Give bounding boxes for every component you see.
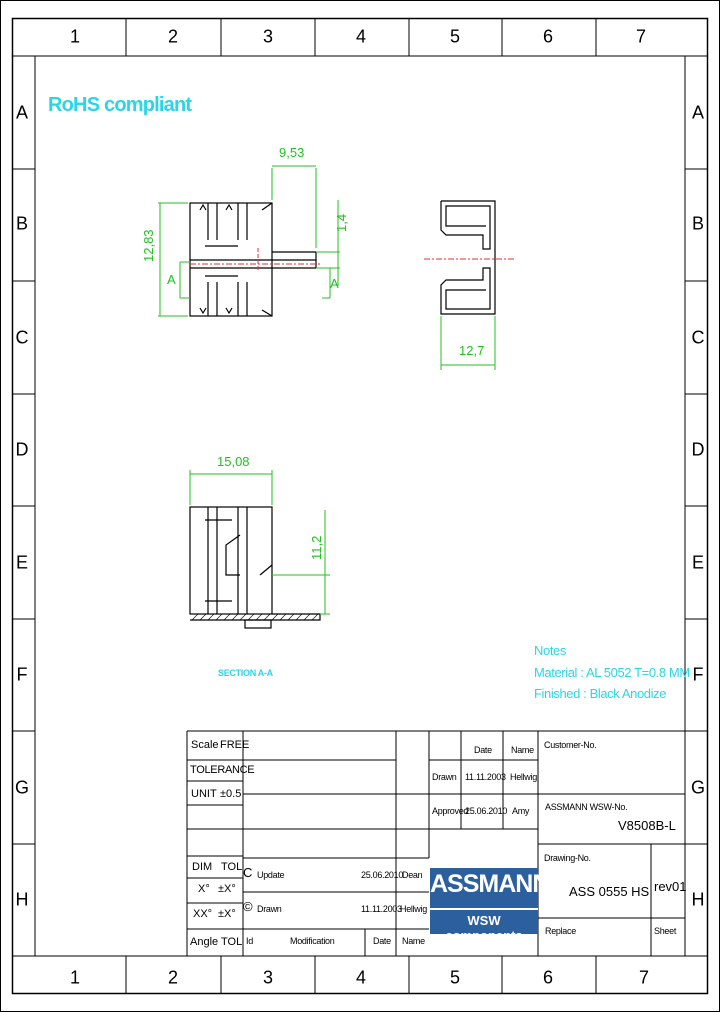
rev-0-text: Drawn: [257, 904, 282, 914]
row-label: H: [691, 889, 705, 910]
name-header: Name: [511, 745, 534, 755]
unit-label: UNIT: [191, 788, 217, 800]
notes-finish: Finished : Black Anodize: [534, 686, 667, 701]
row-label: G: [690, 777, 706, 798]
row-label: B: [15, 213, 29, 234]
rev-c-text: Update: [257, 870, 285, 880]
scale-label: Scale: [191, 739, 219, 751]
x2-value: ±X°: [218, 908, 236, 920]
notes-material: Material : AL 5052 T=0.8 MM: [534, 665, 690, 680]
column-label: 5: [449, 26, 461, 47]
dim-top-width: 9,53: [279, 145, 305, 160]
dim-label: DIM: [192, 861, 213, 873]
dim-height: 12,83: [141, 229, 156, 262]
column-label: 4: [355, 26, 367, 47]
column-label: 6: [542, 26, 554, 47]
logo-subtitle: WSW components: [445, 913, 523, 943]
approved-label: Approved: [432, 806, 469, 816]
column-label: 3: [262, 967, 274, 988]
column-label: 5: [449, 967, 461, 988]
replace-label: Replace: [545, 926, 576, 936]
front-view: [441, 201, 495, 314]
rohs-label: RoHS compliant: [48, 94, 192, 116]
section-marker-left: A: [167, 272, 176, 287]
logo-wordmark: ASSMANN: [430, 870, 550, 898]
rev-0-name: Hellwig: [400, 904, 427, 914]
customer-no-label: Customer-No.: [544, 740, 597, 750]
column-label: 2: [167, 967, 179, 988]
dim-section-height: 11,2: [309, 535, 324, 560]
column-label: 3: [262, 26, 274, 47]
rev-c-date: 25.06.2010: [361, 870, 404, 880]
drawing-no-label: Drawing-No.: [544, 853, 591, 863]
tolerance-label: TOLERANCE: [190, 764, 255, 776]
x2-label: XX°: [193, 908, 213, 920]
dim-front-width: 12,7: [459, 343, 485, 358]
sheet-label: Sheet: [654, 926, 677, 936]
dim-section-width: 15,08: [217, 454, 250, 469]
rev-0-mark: ©: [243, 899, 253, 914]
drawn-name: Hellwig: [510, 772, 537, 782]
angle-tol: TOL: [221, 936, 243, 948]
assmann-no-value: V8508B-L: [618, 818, 676, 833]
row-label: D: [691, 439, 705, 460]
x1-label: X°: [198, 883, 210, 895]
tol-label: TOL: [221, 861, 243, 873]
column-label: 2: [167, 26, 179, 47]
row-label: E: [691, 552, 705, 573]
assmann-logo: [430, 868, 550, 943]
top-view: [190, 203, 316, 316]
row-label: H: [15, 889, 29, 910]
date2-header: Date: [373, 936, 391, 946]
dim-thickness: 1,4: [334, 213, 349, 232]
row-label: C: [691, 327, 705, 348]
assmann-no-label: ASSMANN WSW-No.: [545, 802, 628, 812]
row-label: A: [15, 102, 29, 123]
name2-header: Name: [402, 936, 425, 946]
id-header: Id: [246, 936, 253, 946]
drawn-label: Drawn: [432, 772, 457, 782]
rev-c-name: Dean: [402, 870, 423, 880]
unit-value: ±0.5: [220, 788, 242, 800]
date-header: Date: [474, 745, 492, 755]
revision-value: rev01: [654, 879, 687, 894]
row-label: A: [691, 102, 705, 123]
column-label: 1: [69, 967, 81, 988]
column-label: 1: [69, 26, 81, 47]
approved-date: 25.06.2010: [465, 806, 508, 816]
scale-value: FREE: [220, 739, 250, 751]
column-label: 6: [542, 967, 554, 988]
column-label: 4: [355, 967, 367, 988]
row-label: C: [15, 327, 29, 348]
section-label: SECTION A-A: [218, 668, 273, 678]
row-label: B: [691, 213, 705, 234]
rev-0-date: 11.11.2003: [361, 904, 402, 914]
rev-c-mark: C: [243, 865, 253, 880]
drawing-no-value: ASS 0555 HS: [569, 884, 650, 899]
drawn-date: 11.11.2003: [465, 772, 506, 782]
notes-title: Notes: [534, 643, 566, 658]
modification-header: Modification: [290, 936, 335, 946]
angle-label: Angle: [190, 936, 219, 948]
approved-name: Amy: [512, 806, 530, 816]
row-label: E: [15, 552, 29, 573]
section-view: [190, 507, 320, 628]
row-label: F: [16, 664, 28, 685]
column-label: 7: [635, 26, 647, 47]
row-label: F: [692, 664, 704, 685]
row-label: G: [14, 777, 30, 798]
x1-value: ±X°: [218, 883, 236, 895]
section-marker-right: A: [330, 276, 339, 291]
row-label: D: [15, 439, 29, 460]
column-label: 7: [638, 967, 650, 988]
